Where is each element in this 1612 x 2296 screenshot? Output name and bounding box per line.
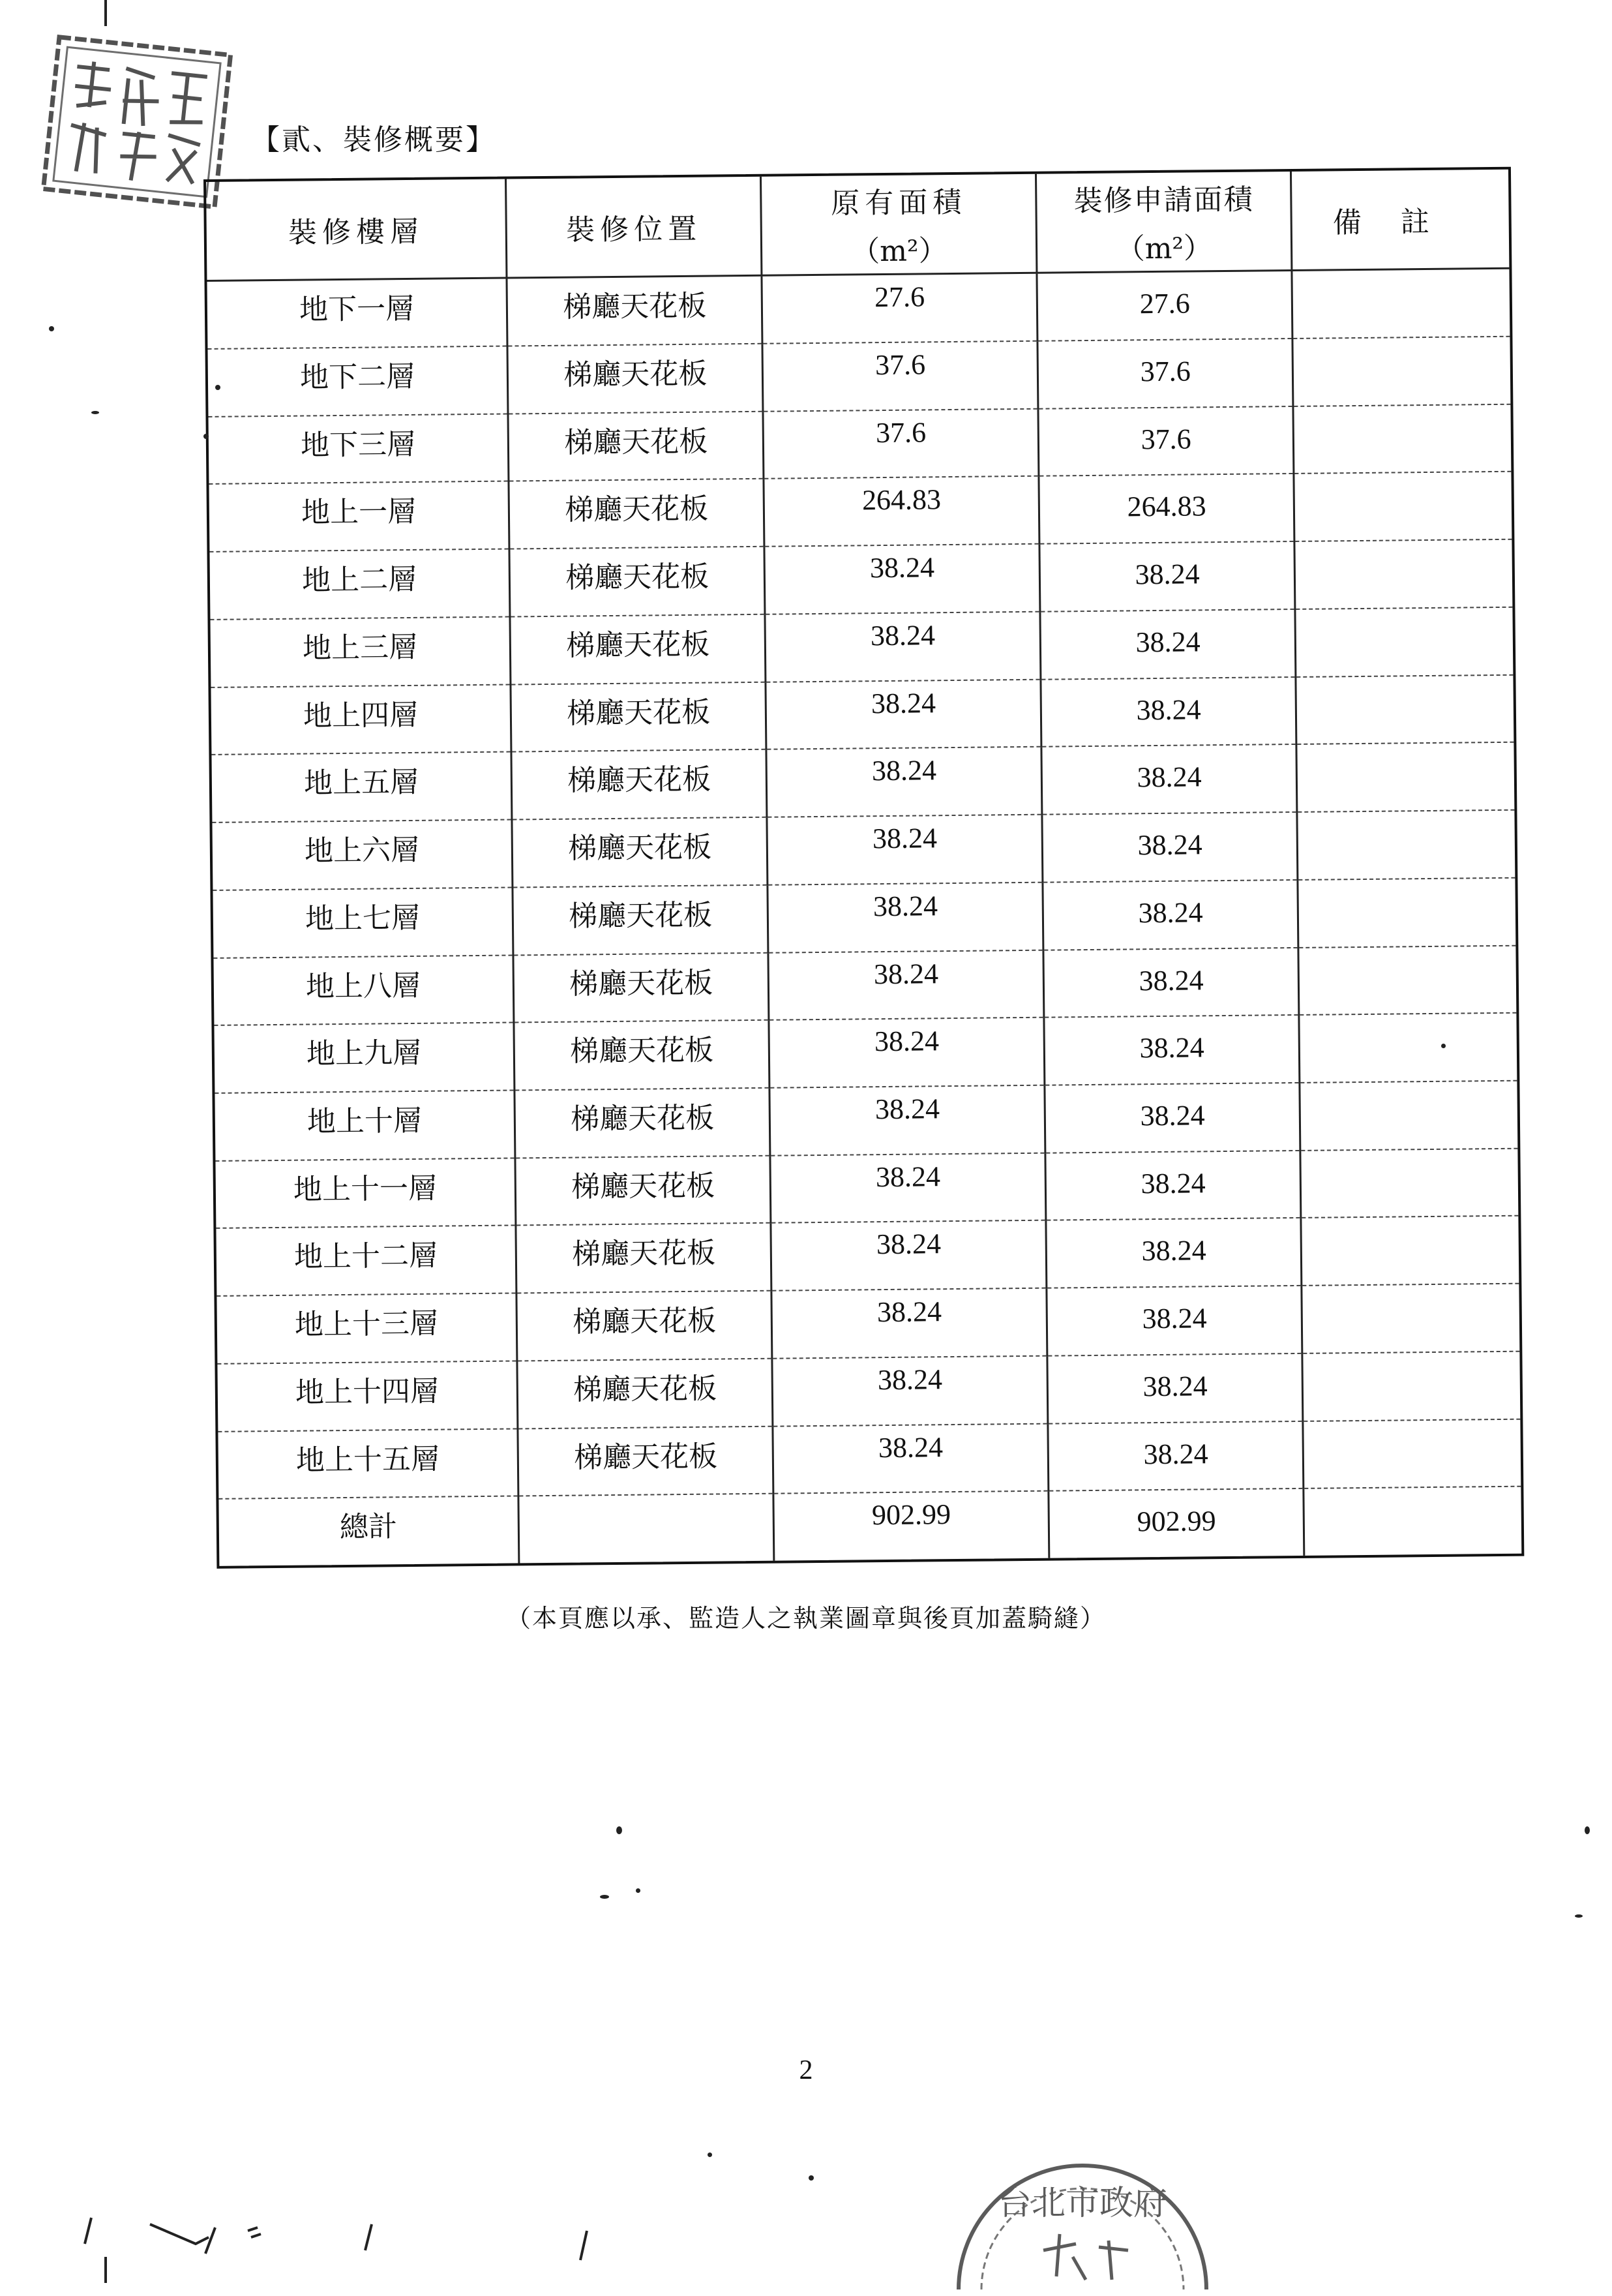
header-remark: 備註 (1291, 170, 1510, 271)
location-cell: 梯廳天花板 (509, 479, 764, 549)
remark-cell (1300, 1081, 1517, 1151)
location-cell: 梯廳天花板 (512, 817, 768, 887)
table-row (210, 607, 1513, 687)
scan-speck (708, 2152, 712, 2157)
table-row (212, 810, 1515, 890)
applied-area-cell: 37.6 (1037, 339, 1293, 408)
location-cell: 梯廳天花板 (509, 547, 765, 616)
floor-cell: 地上一層 (209, 481, 509, 552)
original-area-cell: 38.24 (768, 950, 1044, 1020)
floor-cell: 地上五層 (211, 752, 512, 823)
scan-speck (104, 2257, 107, 2283)
total-row (218, 1487, 1521, 1566)
table-row (215, 1081, 1517, 1161)
applied-area-cell: 38.24 (1045, 1151, 1301, 1220)
floor-cell: 地下二層 (207, 346, 508, 416)
original-area-cell: 38.24 (767, 815, 1043, 885)
table-row (216, 1216, 1519, 1296)
location-cell: 梯廳天花板 (511, 682, 766, 751)
scan-speck (1441, 1044, 1446, 1048)
floor-cell: 地上七層 (213, 887, 513, 958)
location-cell: 梯廳天花板 (507, 344, 763, 414)
remark-cell (1302, 1352, 1520, 1421)
scan-speck (600, 1895, 609, 1899)
location-cell: 梯廳天花板 (513, 952, 769, 1022)
header-floor: 裝修樓層 (206, 179, 507, 281)
section-title: 【貳、裝修概要】 (251, 123, 496, 157)
floor-cell: 地上十一層 (215, 1158, 516, 1228)
table-row (211, 742, 1514, 823)
table-row (214, 1013, 1517, 1093)
municipal-stamp (946, 2152, 1219, 2296)
table-row (213, 878, 1515, 958)
scan-speck (636, 1888, 640, 1893)
total-remark-cell (1304, 1487, 1521, 1556)
applied-area-cell: 38.24 (1043, 880, 1298, 950)
footnote: （本頁應以承、監造人之執業圖章與後頁加蓋騎縫） (505, 1604, 1106, 1633)
table-row (209, 472, 1512, 552)
original-area-cell: 38.24 (768, 883, 1043, 953)
page-number: 2 (799, 2055, 813, 2085)
original-area-cell: 264.83 (764, 476, 1039, 547)
floor-cell: 地上八層 (213, 955, 514, 1025)
municipal-stamp-text: 台北市政府 (997, 2184, 1168, 2223)
applied-area-cell: 38.24 (1047, 1286, 1302, 1355)
scan-speck (91, 411, 99, 414)
table-row (215, 1148, 1518, 1228)
remark-cell (1296, 674, 1514, 744)
scan-speck (809, 2175, 814, 2181)
applied-area-cell: 38.24 (1041, 677, 1296, 747)
location-cell: 梯廳天花板 (507, 275, 762, 346)
remark-cell (1301, 1216, 1519, 1286)
remark-cell (1302, 1284, 1519, 1353)
total-applied-area-cell: 902.99 (1049, 1488, 1304, 1558)
table-row (207, 337, 1510, 417)
original-area-cell: 38.24 (771, 1220, 1047, 1291)
table-row (209, 539, 1512, 620)
location-cell: 梯廳天花板 (513, 885, 768, 955)
floor-cell: 地上九層 (214, 1023, 515, 1093)
original-area-cell: 38.24 (764, 544, 1040, 614)
applied-area-cell: 38.24 (1039, 541, 1295, 611)
applied-area-cell: 38.24 (1048, 1421, 1304, 1491)
location-cell: 梯廳天花板 (518, 1426, 773, 1496)
table-row (216, 1284, 1519, 1364)
remark-cell (1296, 742, 1514, 812)
total-location-cell (518, 1494, 774, 1563)
scan-speck (49, 326, 54, 331)
remark-cell (1294, 472, 1512, 541)
floor-cell: 地上六層 (212, 820, 513, 890)
original-area-cell: 37.6 (762, 341, 1038, 412)
original-area-cell: 38.24 (765, 612, 1041, 682)
location-cell: 梯廳天花板 (516, 1291, 772, 1361)
table-row (217, 1352, 1520, 1432)
scan-speck (104, 0, 107, 26)
scan-speck (1585, 1826, 1590, 1834)
applied-area-cell: 38.24 (1042, 812, 1298, 882)
applied-area-cell: 38.24 (1041, 744, 1297, 814)
scan-speck (215, 385, 220, 390)
original-area-cell: 38.24 (766, 747, 1042, 817)
applied-area-cell: 264.83 (1039, 474, 1294, 543)
original-area-cell: 38.24 (770, 1153, 1046, 1223)
original-area-cell: 37.6 (763, 408, 1039, 479)
original-area-cell: 27.6 (762, 273, 1037, 343)
remark-cell (1295, 607, 1513, 677)
location-cell: 梯廳天花板 (514, 1020, 769, 1090)
scan-speck (616, 1826, 622, 1834)
remark-cell (1297, 810, 1515, 880)
remark-cell (1298, 878, 1515, 948)
floor-cell: 地上十層 (215, 1090, 515, 1160)
header-original-area-label: 原有面積 (830, 185, 967, 220)
location-cell: 梯廳天花板 (511, 749, 767, 819)
remark-cell (1299, 1013, 1517, 1083)
floor-cell: 地上十四層 (217, 1361, 518, 1431)
applied-area-cell: 38.24 (1043, 947, 1299, 1017)
original-area-cell: 38.24 (769, 1085, 1045, 1156)
scan-marks (78, 2198, 613, 2263)
scan-speck (1575, 1914, 1583, 1918)
remark-cell (1292, 337, 1510, 406)
scan-speck (203, 434, 209, 439)
applied-area-cell: 27.6 (1037, 270, 1292, 340)
header-original-area-unit: （m²） (850, 234, 948, 269)
applied-area-cell: 38.24 (1044, 1015, 1300, 1085)
header-applied-area-label: 裝修申請面積 (1073, 183, 1254, 219)
remark-cell (1294, 539, 1512, 609)
floor-cell: 地上十五層 (218, 1428, 518, 1499)
applied-area-cell: 38.24 (1040, 609, 1296, 679)
table-header-row (206, 170, 1509, 281)
remark-cell (1293, 404, 1511, 474)
table-row (207, 268, 1510, 349)
applied-area-cell: 38.24 (1045, 1083, 1300, 1153)
remark-cell (1303, 1419, 1521, 1488)
header-applied-area-unit: （m²） (1116, 232, 1213, 266)
floor-cell: 地上十三層 (216, 1293, 517, 1364)
remark-cell (1292, 268, 1510, 339)
floor-cell: 地上四層 (211, 684, 511, 755)
total-original-area-cell: 902.99 (773, 1491, 1049, 1561)
location-cell: 梯廳天花板 (510, 614, 766, 684)
location-cell: 梯廳天花板 (517, 1359, 773, 1428)
applied-area-cell: 38.24 (1046, 1218, 1302, 1288)
location-cell: 梯廳天花板 (516, 1223, 771, 1293)
table-row (218, 1419, 1521, 1499)
applied-area-cell: 38.24 (1047, 1353, 1303, 1423)
renovation-summary-table (203, 167, 1524, 1569)
header-applied-area (1036, 172, 1292, 273)
header-original-area (761, 174, 1037, 276)
remark-cell (1298, 945, 1516, 1015)
location-cell: 梯廳天花板 (515, 1088, 770, 1158)
location-cell: 梯廳天花板 (508, 411, 764, 481)
table-row (211, 674, 1514, 755)
floor-cell: 地上十二層 (216, 1226, 516, 1296)
floor-cell: 地下一層 (207, 278, 507, 349)
applied-area-cell: 37.6 (1038, 406, 1294, 476)
original-area-cell: 38.24 (771, 1288, 1047, 1359)
original-area-cell: 38.24 (769, 1018, 1045, 1088)
floor-cell: 地上三層 (210, 616, 511, 687)
table-row (208, 404, 1511, 484)
original-area-cell: 38.24 (766, 679, 1041, 749)
floor-cell: 地下三層 (208, 414, 509, 484)
remark-cell (1300, 1148, 1518, 1218)
table-row (213, 945, 1516, 1025)
header-location: 裝修位置 (506, 177, 762, 278)
original-area-cell: 38.24 (773, 1423, 1049, 1494)
location-cell: 梯廳天花板 (515, 1155, 771, 1225)
floor-cell: 地上二層 (209, 549, 510, 620)
total-label-cell: 總計 (218, 1496, 519, 1566)
original-area-cell: 38.24 (772, 1356, 1048, 1427)
